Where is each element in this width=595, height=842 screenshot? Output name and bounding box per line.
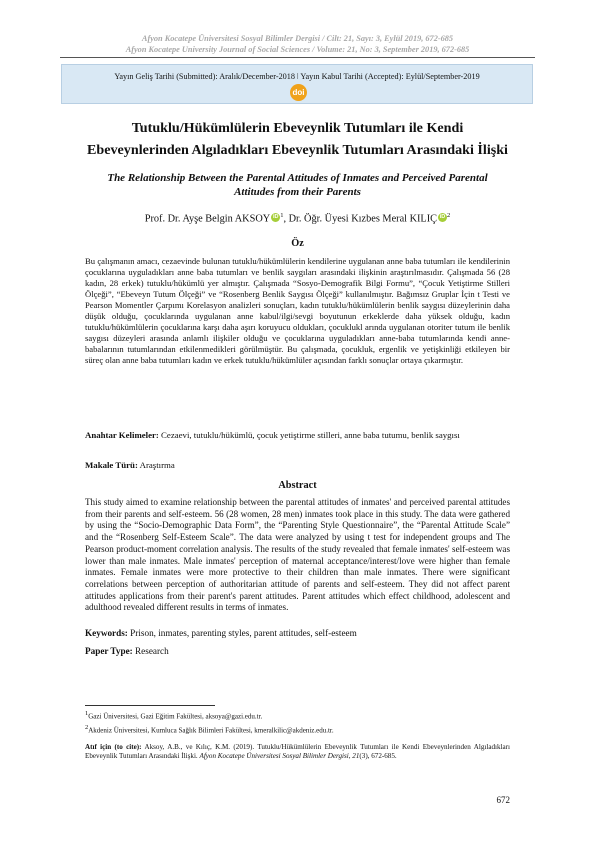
author-separator: , bbox=[283, 213, 289, 225]
keywords-label-tr: Anahtar Kelimeler: bbox=[85, 430, 159, 440]
citation-label: Atıf için (to cite): bbox=[85, 743, 142, 751]
author-1: Prof. Dr. Ayşe Belgin AKSOY bbox=[144, 213, 271, 225]
oz-paper-type bbox=[85, 460, 510, 471]
submission-banner bbox=[61, 64, 533, 104]
citation-journal: Afyon Kocatepe Üniversitesi Sosyal Bilimler Dergisi, 21 bbox=[199, 752, 360, 761]
title-tr-line2: Ebeveynlerinden Algıladıkları Ebeveynlik Tutumları Arasındaki İlişki bbox=[87, 142, 508, 158]
abstract-body: This study aimed to examine relationship between the parental attitudes of inmates' and perceived parental attitudes from their parents and self-esteem. 56 (28 women, 28 men) inmates took place in this study. The data were gathered by using the “Socio-Demographic Data Form”, the “Parenting Style Questionnaire”, the “Parental Attitude Scale” and the “Rosenberg Self-Esteem Scale”. The data were analyzed by using t test for independent groups and The Pearson product-moment correlation analysis. The results of the study revealed that female inmates' self-esteem was lower than male inmates. Male inmates' perception of maternal acceptance/interest/love were higher than female inmates. Female inmates were more protective to their children than male inmates. There were significant correlations between perception of authoritarian attitude of parents and self-esteem. They did not affect parent attitudes applications from their parent's parent attitudes. Parent attitudes which effect childhood, adolescent and adulthood revealed different results in terms of inmates. bbox=[85, 497, 510, 613]
footnote-1 bbox=[85, 709, 515, 722]
abstract-keywords bbox=[85, 628, 510, 640]
doi-icon[interactable]: doi bbox=[290, 84, 307, 101]
citation-issue: (3), 672-685. bbox=[359, 752, 397, 761]
footnote-1-text: Gazi Üniversitesi, Gazi Eğitim Fakültesi, aksoya@gazi.edu.tr. bbox=[88, 712, 263, 721]
author-line bbox=[60, 212, 535, 224]
paper-type-en: Research bbox=[132, 646, 169, 656]
header-rule bbox=[60, 57, 535, 58]
paper-type-label-en: Paper Type: bbox=[85, 646, 133, 656]
submission-dates: Yayın Geliş Tarihi (Submitted): Aralık/December-2018 ǀ Yayın Kabul Tarihi (Accepted): Eylül/September-2019 bbox=[114, 72, 480, 81]
keywords-en: Prison, inmates, parenting styles, parent attitudes, self-esteem bbox=[127, 628, 357, 638]
author-1-footnote-mark: 1 bbox=[280, 212, 284, 219]
footnote-1-mark: 1 bbox=[85, 710, 89, 717]
footnote-2-text: Akdeniz Üniversitesi, Kumluca Sağlık Bilimleri Fakültesi, kmeralkilic@akdeniz.edu.tr. bbox=[88, 726, 334, 735]
oz-keywords bbox=[85, 430, 510, 441]
title-en-line1: The Relationship Between the Parental Attitudes of Inmates and Perceived Parental bbox=[107, 172, 488, 184]
orcid-icon[interactable]: iD bbox=[439, 214, 446, 221]
footnote-rule bbox=[85, 705, 215, 706]
journal-header-tr: Afyon Kocatepe Üniversitesi Sosyal Bilimler Dergisi / Cilt: 21, Sayı: 3, Eylül 2019, 672-685 bbox=[141, 34, 454, 43]
abstract-paper-type bbox=[85, 646, 510, 658]
keywords-label-en: Keywords: bbox=[85, 628, 128, 638]
author-2-footnote-mark: 2 bbox=[447, 212, 451, 219]
paper-type-label-tr: Makale Türü: bbox=[85, 460, 138, 470]
title-en-line2: Attitudes from their Parents bbox=[234, 186, 361, 198]
title-tr-line1: Tutuklu/Hükümlülerin Ebeveynlik Tutumları ile Kendi bbox=[131, 120, 464, 136]
keywords-tr: Cezaevi, tutuklu/hükümlü, çocuk yetiştirme stilleri, anne baba tutumu, benlik saygısı bbox=[158, 430, 460, 440]
author-2: Dr. Öğr. Üyesi Kızbes Meral KILIÇ bbox=[288, 213, 438, 225]
footnote-2-mark: 2 bbox=[85, 724, 89, 731]
paper-type-tr: Araştırma bbox=[137, 460, 175, 470]
abstract-heading: Abstract bbox=[278, 480, 317, 491]
citation-block bbox=[85, 743, 510, 762]
orcid-icon[interactable]: iD bbox=[272, 214, 279, 221]
journal-header-en: Afyon Kocatepe University Journal of Social Sciences / Volume: 21, No: 3, September 2019, 672-685 bbox=[125, 45, 470, 54]
oz-heading: Öz bbox=[291, 238, 304, 249]
citation-text: Aksoy, A.B., ve Kılıç, K.M. (2019). Tutuklu/Hükümlülerin Ebeveynlik Tutumları ile Kendi Ebeveynlerinden Algıladıkları Ebeveynlik Tutumları Arasındaki İlişki. bbox=[85, 743, 510, 761]
footnote-2 bbox=[85, 723, 515, 736]
page-number: 672 bbox=[496, 795, 510, 805]
oz-body: Bu çalışmanın amacı, cezaevinde bulunan tutuklu/hükümlülerin kendilerine uygulanan anne baba tutumları ile kendilerinin çocuklarına uyguladıkları anne baba tutumları ve benlik saygıları arasındaki ilişkinin araştırılmasıdır. Çalışmada 56 (28 kadın, 28 erkek) tutuklu/hükümlü yer almıştır. Çalışmada “Sosyo-Demografik Bilgi Formu”, “Çocuk Yetiştirme Stilleri Ölçeği”, “Ebeveyn Tutum Ölçeği” ve “Rosenberg Benlik Saygısı Ölçeği” kullanılmıştır. Bağımsız Gruplar İçin t Testi ve Pearson Momentler Çarpımı Korelasyon analizleri sonuçları, kadın tutuklu/hükümlülerin benlik saygısı düzeylerinin daha düşük olduğu, çocuklarında uygulanan anne kabul/ilgi/sevgi boyutunun erkeklerde daha yüksek olduğu, kadın tutuklu/hükümlülerin çocuklarına karşı daha aşırı koruyucu oldukları, çocuklukl arında uygulanan otoriter tutum ile benlik saygısı düzeyleri arasında anlamlı ilişkiler olduğu ve çocuklarına uyguladıkları anne-baba tutumlarında kendi anne- babalarının tutumlarından etkilenmedikleri görülmüştür. Bu çalışmada, çocukluk, ergenlik ve yetişkinliği etkileyen bir süreç olan anne baba tutumları kadın ve erkek tutuklu/hükümlüler açısından farklı sonuçlar ortaya çıkarmıştır. bbox=[85, 256, 510, 366]
